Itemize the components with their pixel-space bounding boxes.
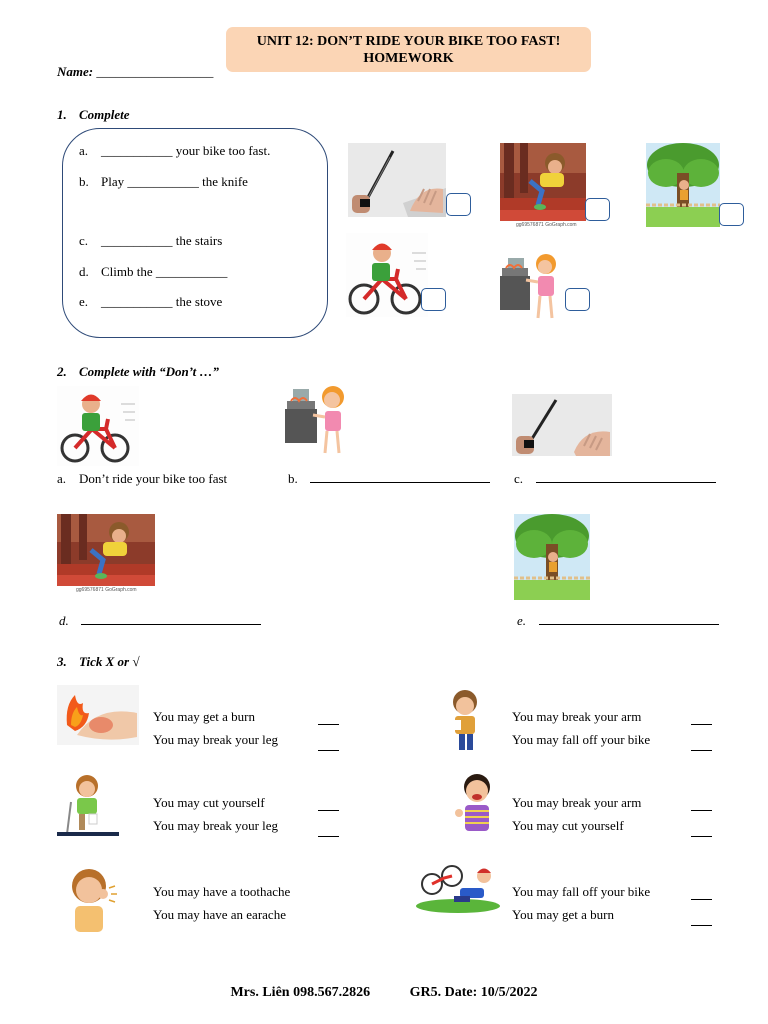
crying-boy-image [451,771,503,835]
item-text: Climb the ___________ [101,264,228,279]
section3-heading [57,654,139,670]
bike-rider-image [346,233,428,317]
image-caption: gg69576871 GoGraph.com [76,587,137,593]
tick-group-5 [153,880,290,926]
tick-statement: You may break your leg [153,818,279,833]
item-letter: a. [79,143,89,158]
teacher-contact: Mrs. Liên 098.567.2826 [230,985,371,1000]
tick-blank[interactable] [691,801,712,811]
section2-number: 2. [57,364,67,379]
tick-blank[interactable] [691,741,712,751]
section2-item-c [514,471,716,487]
worksheet-subtitle: HOMEWORK [363,51,454,66]
tick-blank[interactable] [318,827,339,837]
item-text: Play ___________ the knife [101,174,248,189]
answer-line[interactable] [536,482,716,483]
item-letter: e. [517,613,527,628]
image-caption: gg69576871 GoGraph.com [516,222,577,228]
tick-blanks-6 [691,888,712,930]
answer-checkbox[interactable] [446,193,471,216]
footer [0,985,768,1001]
worksheet-title: UNIT 12: DON’T RIDE YOUR BIKE TOO FAST! [256,34,561,49]
climb-tree-image [646,143,720,227]
injured-boy-image [431,686,499,752]
section1-item-d [79,264,227,280]
tick-blank[interactable] [318,801,339,811]
burned-hand-image [57,685,139,745]
answer-checkbox[interactable] [585,198,610,221]
item-text: ___________ the stairs [101,233,223,248]
answer-line[interactable] [81,624,261,625]
section1-title: Complete [79,107,130,122]
tick-statement: You may break your leg [153,732,279,747]
answer-line[interactable] [310,482,490,483]
tick-statement: You may have a toothache [153,884,291,899]
toothache-girl-image [59,864,121,936]
girl-stove-image [285,381,353,457]
tick-blank[interactable] [691,827,712,837]
tick-statement: You may cut yourself [153,795,265,810]
tick-blank[interactable] [691,715,712,725]
class-date: GR5. Date: 10/5/2022 [409,985,538,1000]
tick-group-1 [153,705,278,751]
tick-blank[interactable] [318,741,339,751]
section1-item-a [79,143,270,159]
answer-checkbox[interactable] [565,288,590,311]
name-line [57,64,213,80]
tick-statement: You may fall off your bike [512,732,651,747]
tick-blank[interactable] [691,890,712,900]
section2-item-b [288,471,490,487]
knife-hand-image [512,394,612,456]
tick-blanks-2 [691,713,712,755]
worksheet-title-box [226,27,591,72]
knife-hand-image [348,143,446,217]
section1-item-e [79,294,222,310]
girl-stove-image [500,248,566,324]
section2-item-d [59,613,261,629]
tick-blanks-3 [318,799,339,841]
answer-checkbox[interactable] [719,203,744,226]
section1-heading [57,107,130,123]
item-letter: b. [79,174,89,189]
item-letter: c. [79,233,89,248]
boy-crutch-image [57,772,119,838]
item-letter: e. [79,294,89,309]
item-letter: d. [79,264,89,279]
tick-blank[interactable] [318,715,339,725]
tick-statement: You may break your arm [512,795,642,810]
item-letter: c. [514,471,524,486]
section1-item-c [79,233,222,249]
tick-statement: You may break your arm [512,709,642,724]
item-text: ___________ your bike too fast. [101,143,271,158]
tick-blank[interactable] [691,916,712,926]
answer-line[interactable] [539,624,719,625]
section3-title: Tick X or √ [79,654,140,669]
tick-group-2 [512,705,650,751]
section2-heading [57,364,219,380]
section2-item-a [57,471,227,487]
name-label: Name: [57,64,94,79]
section2-title: Complete with “Don’t …” [79,364,219,379]
climb-tree-image [514,514,590,600]
fallen-bike-boy-image [414,862,502,914]
tick-group-4 [512,791,641,837]
name-blank[interactable]: __________________ [96,64,214,79]
tick-statement: You may fall off your bike [512,884,651,899]
tick-statement: You may have an earache [153,907,286,922]
tick-group-3 [153,791,278,837]
tick-statement: You may cut yourself [512,818,624,833]
tick-statement: You may get a burn [153,709,255,724]
tick-blanks-1 [318,713,339,755]
bike-rider-image [57,386,139,466]
tick-group-6 [512,880,650,926]
fall-stairs-image [500,143,586,221]
section2-item-e [517,613,719,629]
item-letter: d. [59,613,69,628]
tick-blanks-4 [691,799,712,841]
item-letter: a. [57,471,67,486]
tick-statement: You may get a burn [512,907,614,922]
section1-item-b [79,174,248,190]
section3-number: 3. [57,654,67,669]
item-text: Don’t ride your bike too fast [79,471,228,486]
answer-checkbox[interactable] [421,288,446,311]
item-letter: b. [288,471,298,486]
fall-stairs-image [57,514,155,586]
section1-number: 1. [57,107,67,122]
item-text: ___________ the stove [101,294,223,309]
